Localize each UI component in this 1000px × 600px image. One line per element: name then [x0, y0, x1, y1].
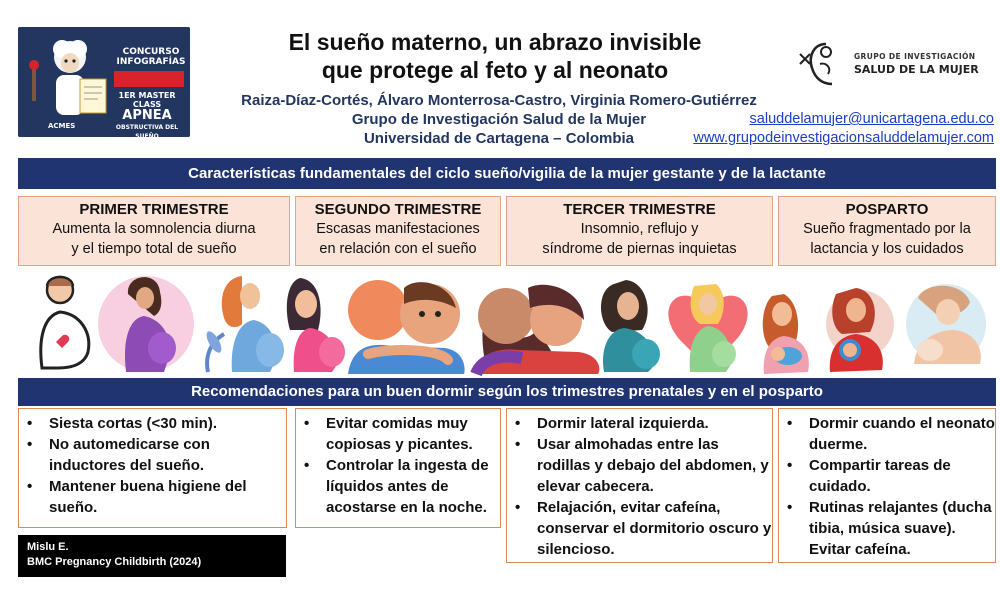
mother-baby-icon: [826, 288, 894, 372]
contest-line1: CONCURSO: [122, 47, 180, 57]
list-item: • Usar almohadas entre las rodillas y debajo del abdomen, y elevar cabecera.: [537, 434, 772, 497]
trimester-desc: Sueño fragmentado por la: [803, 221, 971, 237]
mother-silhouette-icon: [796, 38, 848, 90]
trimester-desc: y el tiempo total de sueño: [71, 241, 237, 257]
trimester-desc: síndrome de piernas inquietas: [542, 241, 737, 257]
recommendations-band: Recomendaciones para un buen dormir según los trimestres prenatales y en el posparto: [18, 378, 996, 406]
masterclass-line2: APNEA: [122, 108, 172, 123]
contest-label: [114, 47, 188, 67]
masterclass-label: [104, 91, 190, 137]
red-bar: [114, 71, 184, 87]
trimester-desc: Escasas manifestaciones: [316, 221, 480, 237]
page-title: [210, 28, 780, 84]
list-item: • Dormir cuando el neonato duerme.: [809, 413, 995, 455]
citation-journal: BMC Pregnancy Childbirth (2024): [27, 556, 202, 568]
pregnant-woman-teal-icon: [601, 280, 660, 372]
trimester-desc: Aumenta la somnolencia diurna: [52, 221, 256, 237]
contest-line2: INFOGRAFÍAS: [116, 57, 186, 67]
citation-box: [18, 535, 286, 577]
trimester-title: SEGUNDO TRIMESTRE: [314, 201, 482, 218]
contest-badge: [18, 27, 190, 137]
trimester-title: PRIMER TRIMESTRE: [79, 201, 229, 218]
title-line2: que protege al feto y al neonato: [321, 57, 669, 83]
first-trimester-box: [18, 196, 290, 266]
third-trimester-recommendations: [506, 408, 773, 563]
university: Universidad de Cartagena – Colombia: [363, 130, 635, 147]
couple-embrace-icon: [476, 285, 599, 374]
citation-author: Mislu E.: [27, 541, 69, 553]
acmes-label: ACMES: [48, 122, 76, 130]
trimester-title: TERCER TRIMESTRE: [563, 201, 716, 218]
pregnant-woman-leaves-icon: [204, 276, 284, 372]
website-link[interactable]: www.grupodeinvestigacionsaluddelamujer.com: [693, 130, 994, 146]
trimester-desc: lactancia y los cuidados: [810, 241, 964, 257]
postpartum-recommendations: [778, 408, 996, 563]
first-trimester-recommendations: [18, 408, 287, 528]
pregnant-woman-heart-icon: [668, 284, 747, 372]
pregnant-woman-circle-icon: [98, 276, 194, 372]
title-line1: El sueño materno, un abrazo invisible: [288, 29, 702, 55]
third-trimester-box: [506, 196, 773, 266]
list-item: • Rutinas relajantes (ducha tibia, música suave). Evitar cafeína.: [809, 497, 995, 560]
second-trimester-box: [295, 196, 501, 266]
list-item: • Controlar la ingesta de líquidos antes de acostarse en la noche.: [326, 455, 500, 518]
couple-hug-icon: [348, 280, 465, 374]
characteristics-band: Características fundamentales del ciclo sueño/vigilia de la mujer gestante y de la lactante: [18, 158, 996, 189]
second-trimester-recommendations: [295, 408, 501, 528]
list-item: • Relajación, evitar cafeína, conservar el dormitorio oscuro y silencioso.: [537, 497, 772, 560]
pregnant-woman-outline-icon: [41, 277, 89, 368]
masterclass-line3: OBSTRUCTIVA DEL SUEÑO: [115, 124, 179, 137]
trimester-desc: en relación con el sueño: [319, 241, 477, 257]
masterclass-line1: 1ER MASTER CLASS: [118, 91, 176, 109]
list-item: • Siesta cortas (<30 min).: [49, 413, 286, 434]
trimester-title: POSPARTO: [845, 201, 929, 218]
illustration-strip: [18, 268, 996, 376]
research-group: Grupo de Investigación Salud de la Mujer: [351, 111, 647, 128]
authors: Raiza-Díaz-Cortés, Álvaro Monterrosa-Castro, Virginia Romero-Gutiérrez: [241, 92, 757, 109]
contact-block: [654, 110, 994, 148]
breastfeeding-mother-icon: [763, 294, 809, 374]
list-item: • Compartir tareas de cuidado.: [809, 455, 995, 497]
trimester-desc: Insomnio, reflujo y: [580, 221, 699, 237]
list-item: • Dormir lateral izquierda.: [537, 413, 772, 434]
email-link[interactable]: saluddelamujer@unicartagena.edu.co: [749, 111, 994, 127]
list-item: • Evitar comidas muy copiosas y picantes.: [326, 413, 500, 455]
logo-line1: GRUPO DE INVESTIGACIÓN: [854, 52, 976, 61]
postpartum-box: [778, 196, 996, 266]
group-logo: [796, 38, 996, 90]
pregnant-woman-pink-icon: [287, 278, 345, 372]
logo-line2: SALUD DE LA MUJER: [854, 63, 979, 76]
list-item: • Mantener buena higiene del sueño.: [49, 476, 286, 518]
list-item: • No automedicarse con inductores del sueño.: [49, 434, 286, 476]
sleeping-baby-icon: [906, 284, 986, 364]
